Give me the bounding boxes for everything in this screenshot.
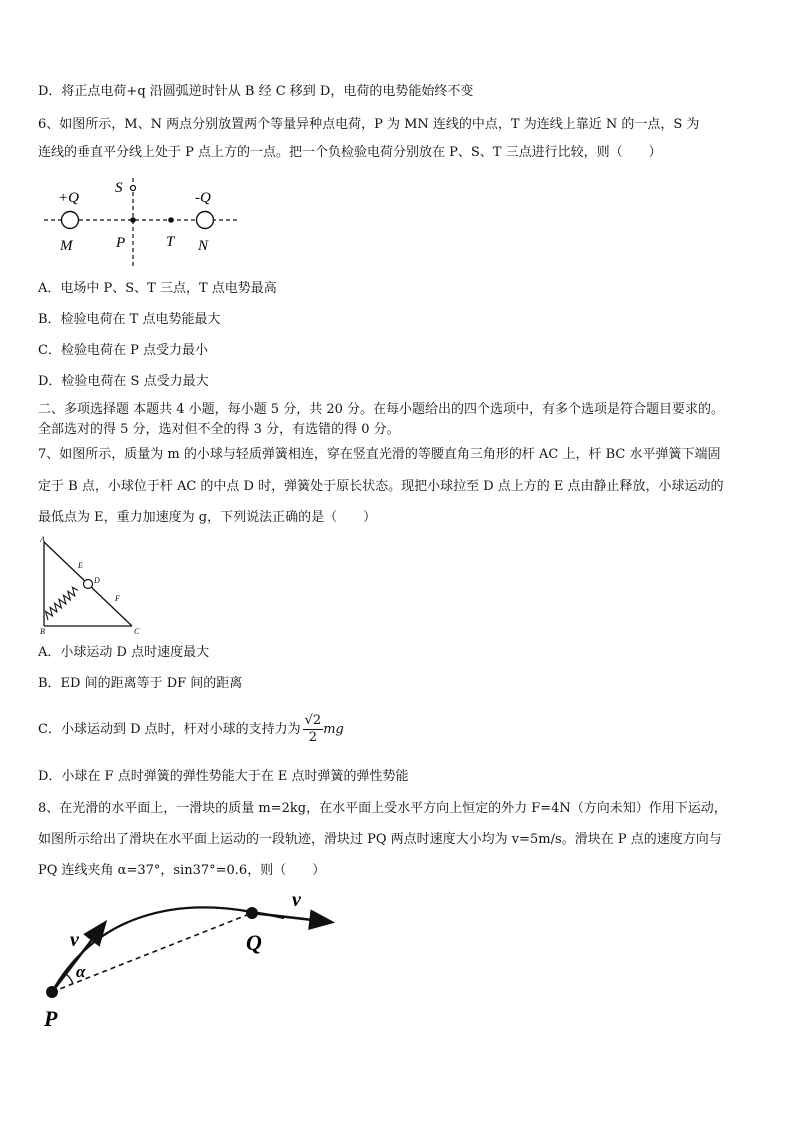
point-p [130, 217, 136, 223]
fraction-numerator: √2 [304, 713, 322, 728]
label-minus-q: -Q [195, 190, 211, 206]
q6-charge-figure [40, 172, 250, 272]
label-v-q: v [292, 889, 301, 911]
fraction-denominator: 2 [308, 730, 318, 745]
point-p [46, 986, 58, 998]
q6-option-b: B．检验电荷在 T 点电势能最大 [38, 312, 221, 327]
label-plus-q: +Q [58, 190, 79, 206]
label-v-p: v [70, 929, 79, 951]
q6-option-d: D．检验电荷在 S 点受力最大 [38, 374, 209, 389]
q6-option-a: A．电场中 P、S、T 三点，T 点电势最高 [38, 281, 277, 296]
label-p: P [44, 1006, 58, 1031]
label-t: T [166, 234, 175, 250]
q7-stem-line3: 最低点为 E，重力加速度为 g，下列说法正确的是（ ） [38, 510, 377, 525]
label-f: F [115, 594, 120, 603]
spring [43, 586, 80, 620]
q7-option-a: A．小球运动 D 点时速度最大 [38, 645, 210, 660]
label-q: Q [246, 930, 262, 955]
label-s: S [115, 180, 123, 196]
velocity-arrow-q [252, 913, 330, 922]
q5-option-d: D．将正点电荷+q 沿圆弧逆时针从 B 经 C 移到 D，电荷的电势能始终不变 [38, 84, 474, 99]
q7-triangle-figure [36, 534, 146, 636]
q6-stem-line2: 连线的垂直平分线上处于 P 点上方的一点。把一个负检验电荷分别放在 P、S、T 三点进行比较，则（ ） [38, 145, 662, 160]
point-q [246, 907, 258, 919]
label-alpha: α [76, 962, 86, 981]
q8-trajectory-figure [36, 886, 356, 1036]
section2-heading-line2: 全部选对的得 5 分，选对但不全的得 3 分，有选错的得 0 分。 [38, 422, 400, 437]
q8-stem-line2: 如图所示给出了滑块在水平面上运动的一段轨迹，滑块过 PQ 两点时速度大小均为 v=5m/s。滑块在 P 点的速度方向与 [38, 832, 722, 847]
q7-option-c-text: C．小球运动到 D 点时，杆对小球的支持力为 [38, 722, 301, 737]
label-d: D [94, 576, 100, 585]
label-m: M [60, 238, 73, 254]
point-t [168, 217, 174, 223]
angle-arc [66, 974, 73, 984]
q7-option-c [38, 710, 758, 750]
label-p: P [116, 235, 126, 251]
label-a: A [40, 535, 45, 544]
point-s [131, 186, 136, 191]
section2-heading-line1: 二、多项选择题 本题共 4 小题，每小题 5 分，共 20 分。在每小题给出的四个选项中，有多个选项是符合题目要求的。 [38, 402, 725, 417]
ball-d [84, 580, 93, 589]
charge-n [197, 212, 214, 229]
label-e: E [78, 561, 83, 570]
q7-option-b: B．ED 间的距离等于 DF 间的距离 [38, 676, 243, 691]
q7-stem-line1: 7、如图所示，质量为 m 的小球与轻质弹簧相连，穿在竖直光滑的等腰直角三角形的杆 AC 上，杆 BC 水平弹簧下端固 [38, 447, 721, 462]
charge-m [62, 212, 79, 229]
label-n: N [198, 238, 209, 254]
label-b: B [40, 627, 45, 636]
q8-stem-line1: 8、在光滑的水平面上，一滑块的质量 m=2kg，在水平面上受水平方向上恒定的外力 F=4N（方向未知）作用下运动， [38, 801, 727, 816]
q7-option-c-unit: mg [323, 722, 344, 737]
label-c: C [134, 627, 140, 636]
q8-stem-line3: PQ 连线夹角 α=37°，sin37°=0.6，则（ ） [38, 863, 326, 878]
q6-stem-line1: 6、如图所示，M、N 两点分别放置两个等量异种点电荷，P 为 MN 连线的中点，T 为连线上靠近 N 的一点，S 为 [38, 117, 700, 132]
q7-stem-line2: 定于 B 点，小球位于杆 AC 的中点 D 时，弹簧处于原长状态。现把小球拉至 D 点上方的 E 点由静止释放，小球运动的 [38, 479, 724, 494]
q6-option-c: C．检验电荷在 P 点受力最小 [38, 343, 208, 358]
q7-option-d: D．小球在 F 点时弹簧的弹性势能大于在 E 点时弹簧的弹性势能 [38, 769, 409, 784]
sqrt2-over-2-fraction [303, 713, 324, 746]
